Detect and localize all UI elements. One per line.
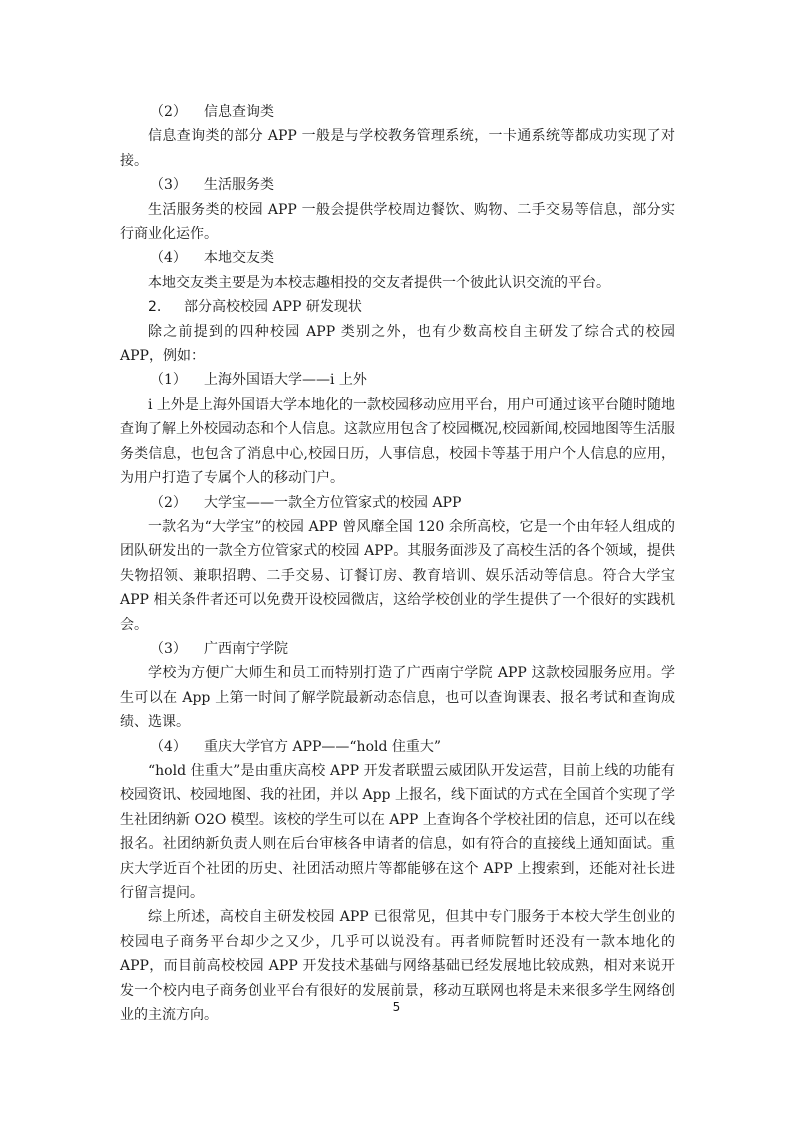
subsection-heading xyxy=(120,637,675,661)
heading-title: 本地交友类 xyxy=(204,250,274,267)
heading-title: 生活服务类 xyxy=(204,177,274,194)
heading-number: （1） xyxy=(150,372,187,389)
heading-number: （2） xyxy=(150,494,187,511)
subsection-heading xyxy=(120,100,675,124)
body-paragraph: 本地交友类主要是为本校志趣相投的交友者提供一个彼此认识交流的平台。 xyxy=(148,274,610,291)
heading-number: （4） xyxy=(150,250,187,267)
heading-title: 广西南宁学院 xyxy=(204,640,288,657)
heading-title: 重庆大学官方 APP——“hold 住重大” xyxy=(204,738,442,755)
body-paragraph: 一款名为“大学宝”的校园 APP 曾风靡全国 120 余所高校，它是一个由年轻人组成的团队研发出的一款全方位管家式的校园 APP。其服务面涉及了高校生活的各个领域，提供失物招领、兼职招聘、二手交易、订餐订房、教育培训、娱乐活动等信息。符合大学宝 APP 相关条件者还可以免费开设校园微店，这给学校创业的学生提供了一个很好的实践机会。 xyxy=(120,518,675,633)
heading-title: 大学宝——一款全方位管家式的校园 APP xyxy=(204,494,462,511)
heading-title: 信息查询类 xyxy=(204,104,274,120)
heading-title: 上海外国语大学——i 上外 xyxy=(204,372,367,389)
section-heading xyxy=(120,295,675,319)
subsection-heading xyxy=(120,246,675,270)
body-paragraph: 学校为方便广大师生和员工而特别打造了广西南宁学院 APP 这款校园服务应用。学生可以在 App 上第一时间了解学院最新动态信息，也可以查询课表、报名考试和查询成绩、选课。 xyxy=(120,665,675,731)
subsection-heading xyxy=(120,491,675,515)
heading-number: 2. xyxy=(148,299,162,316)
body-paragraph: “hold 住重大”是由重庆高校 APP 开发者联盟云威团队开发运营，目前上线的功能有校园资讯、校园地图、我的社团，并以 App 上报名，线下面试的方式在全国首个实现了学生社团纳新 O2O 模型。该校的学生可以在 APP 上查询各个学校社团的信息，还可以在线报名。社团纳新负责人则在后台审核各申请者的信息，如有符合的直接线上通知面试。重庆大学近百个社团的历史、社团活动照片等都能够在这个 APP 上搜索到，还能对社长进行留言提问。 xyxy=(120,762,675,901)
body-paragraph: 信息查询类的部分 APP 一般是与学校教务管理系统，一卡通系统等都成功实现了对接。 xyxy=(120,128,675,169)
body-paragraph: 除之前提到的四种校园 APP 类别之外，也有少数高校自主研发了综合式的校园 APP，例如： xyxy=(120,323,675,365)
body-paragraph: 生活服务类的校园 APP 一般会提供学校周边餐饮、购物、二手交易等信息，部分实行商业化运作。 xyxy=(120,201,675,243)
body-paragraph: i 上外是上海外国语大学本地化的一款校园移动应用平台，用户可通过该平台随时随地查询了解上外校园动态和个人信息。这款应用包含了校园概况,校园新闻,校园地图等生活服务类信息，也包含了消息中心,校园日历，人事信息，校园卡等基于用户个人信息的应用，为用户打造了专属个人的移动门户。 xyxy=(120,396,675,487)
heading-number: （3） xyxy=(150,177,187,194)
body-paragraph: 综上所述，高校自主研发校园 APP 已很常见，但其中专门服务于本校大学生创业的校园电子商务平台却少之又少，几乎可以说没有。再者师院暂时还没有一款本地化的 APP，而目前高校校园 APP 开发技术基础与网络基础已经发展地比较成熟，相对来说开发一个校内电子商务创业平台有很好的发展前景，移动互联网也将是未来很多学生网络创业的主流方向。 xyxy=(120,909,675,1024)
heading-title: 部分高校校园 APP 研发现状 xyxy=(184,299,362,316)
document-body xyxy=(120,100,675,1027)
heading-number: （2） xyxy=(150,104,187,120)
heading-number: （3） xyxy=(150,640,187,657)
subsection-heading xyxy=(120,173,675,197)
page-number: 5 xyxy=(392,1000,401,1014)
subsection-heading xyxy=(120,368,675,392)
heading-number: （4） xyxy=(150,738,187,755)
subsection-heading xyxy=(120,735,675,759)
